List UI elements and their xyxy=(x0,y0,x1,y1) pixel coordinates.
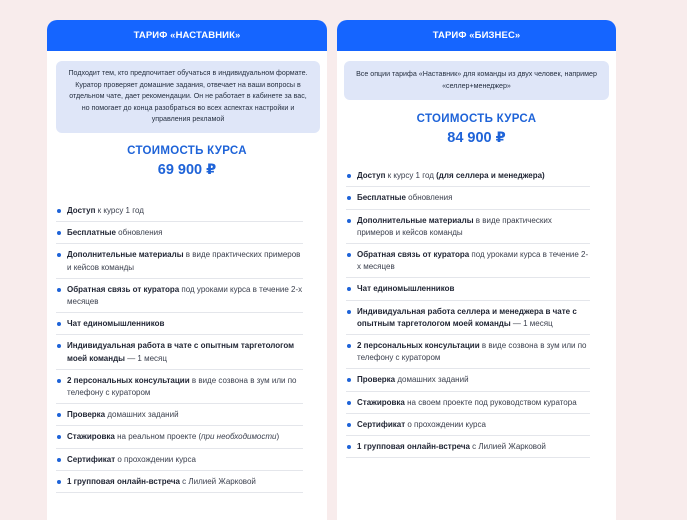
feature-text: в виде созвона в зум или по телефону с куратором xyxy=(357,341,587,363)
feature-text: к курсу 1 год xyxy=(385,171,437,181)
feature-bold-text: (для селлера и менеджера) xyxy=(436,171,545,181)
feature-item xyxy=(346,335,590,369)
feature-item xyxy=(346,187,590,209)
bullet-icon xyxy=(57,379,61,383)
feature-item xyxy=(346,392,590,414)
feature-bold-text: Стажировка xyxy=(357,397,405,407)
price-label: СТОИМОСТЬ КУРСА xyxy=(416,113,537,126)
bullet-icon xyxy=(347,174,351,178)
feature-text: к курсу 1 год xyxy=(95,205,144,215)
feature-item xyxy=(56,279,303,313)
bullet-icon xyxy=(57,253,61,257)
bullet-icon xyxy=(347,253,351,257)
bullet-icon xyxy=(57,458,61,462)
feature-bold-text: Чат единомышленников xyxy=(357,284,455,294)
price-label: СТОИМОСТЬ КУРСА xyxy=(127,144,247,157)
feature-text: в виде практических примеров и кейсов команды xyxy=(357,215,552,237)
feature-bold-text: Сертификат xyxy=(67,454,116,464)
tariff-title: ТАРИФ «БИЗНЕС» xyxy=(337,20,616,51)
feature-bold-text: Стажировка xyxy=(67,432,115,442)
feature-bold-text: Доступ xyxy=(357,171,386,181)
bullet-icon xyxy=(57,435,61,439)
feature-bold-text: 1 групповая онлайн-встреча xyxy=(67,476,180,486)
feature-text: обновления xyxy=(115,228,163,238)
bullet-icon xyxy=(347,196,351,200)
tariff-description xyxy=(344,61,609,100)
description-line: Куратор проверяет домашние задания, отвечает на ваши вопросы в отдельном чате, дает рекомендации. Он не работает в кабинете за вас, но помогает до конца разобраться во всех аспектах настройки и управления рекламой xyxy=(69,80,307,124)
feature-text: на реальном проекте ( xyxy=(114,432,202,442)
bullet-icon xyxy=(57,322,61,326)
bullet-icon xyxy=(347,219,351,223)
feature-italic-text: при необходимости xyxy=(201,432,277,442)
bullet-icon xyxy=(347,287,351,291)
bullet-icon xyxy=(57,413,61,417)
feature-item xyxy=(346,165,590,187)
feature-item xyxy=(346,414,590,436)
feature-item xyxy=(56,200,303,222)
feature-bold-text: Дополнительные материалы xyxy=(357,215,474,225)
feature-text: на своем проекте под руководством куратора xyxy=(404,397,577,407)
feature-item xyxy=(56,426,303,448)
feature-text: — 1 месяц xyxy=(124,353,167,363)
feature-item xyxy=(56,471,303,493)
feature-bold-text: Индивидуальная работа в чате с опытным таргетологом моей команды xyxy=(67,341,295,363)
feature-item xyxy=(56,222,303,244)
bullet-icon xyxy=(57,344,61,348)
feature-bold-text: Чат единомышленников xyxy=(67,319,165,329)
feature-bold-text: Проверка xyxy=(67,410,106,420)
feature-text: в виде практических примеров и кейсов команды xyxy=(67,250,301,272)
feature-text: ) xyxy=(276,432,280,442)
feature-bold-text: Проверка xyxy=(357,375,396,385)
feature-bold-text: 2 персональных консультации xyxy=(357,341,480,351)
bullet-icon xyxy=(347,378,351,382)
bullet-icon xyxy=(347,310,351,314)
description-line: Подходит тем, кто предпочитает обучаться в индивидуальном формате. xyxy=(68,69,308,77)
feature-text: с Лилией Жарковой xyxy=(469,442,546,452)
feature-item xyxy=(56,313,303,335)
bullet-icon xyxy=(347,423,351,427)
feature-list xyxy=(56,200,303,493)
bullet-icon xyxy=(57,480,61,484)
feature-item xyxy=(56,449,303,471)
feature-bold-text: Доступ xyxy=(67,205,96,215)
feature-item xyxy=(346,301,590,335)
feature-item xyxy=(346,210,590,244)
feature-text: домашних заданий xyxy=(395,375,469,385)
feature-text: в виде созвона в зум или по телефону с куратором xyxy=(67,375,297,397)
feature-item xyxy=(346,278,590,300)
feature-item xyxy=(56,335,303,369)
price-value: 69 900 ₽ xyxy=(157,161,217,178)
bullet-icon xyxy=(57,288,61,292)
feature-item xyxy=(56,404,303,426)
feature-bold-text: Сертификат xyxy=(357,419,406,429)
feature-bold-text: 2 персональных консультации xyxy=(67,375,190,385)
feature-text: о прохождении курса xyxy=(115,454,196,464)
tariff-description xyxy=(56,61,320,133)
bullet-icon xyxy=(347,401,351,405)
feature-bold-text: 1 групповая онлайн-встреча xyxy=(357,442,470,452)
feature-item xyxy=(56,244,303,278)
feature-text: домашних заданий xyxy=(105,410,179,420)
bullet-icon xyxy=(347,344,351,348)
feature-bold-text: Индивидуальная работа селлера и менеджера в чате с опытным таргетологом моей команды xyxy=(357,306,577,328)
feature-item xyxy=(346,436,590,458)
feature-text: о прохождении курса xyxy=(405,419,486,429)
bullet-icon xyxy=(347,445,351,449)
feature-text: обновления xyxy=(405,193,453,203)
bullet-icon xyxy=(57,209,61,213)
feature-item xyxy=(56,370,303,404)
feature-list xyxy=(346,165,590,458)
feature-item xyxy=(346,369,590,391)
tariff-card-nastavnik xyxy=(47,20,327,520)
feature-bold-text: Бесплатные xyxy=(67,228,116,238)
feature-item xyxy=(346,244,590,278)
feature-bold-text: Дополнительные материалы xyxy=(67,250,184,260)
feature-bold-text: Обратная связь от куратора xyxy=(67,284,180,294)
feature-text: — 1 месяц xyxy=(510,318,553,328)
bullet-icon xyxy=(57,231,61,235)
tariff-card-biznes xyxy=(337,20,616,520)
feature-bold-text: Обратная связь от куратора xyxy=(357,250,470,259)
price-value: 84 900 ₽ xyxy=(447,130,506,147)
feature-text: под уроками курса в течение 2-х месяцев xyxy=(67,284,303,306)
feature-text: под уроками курса в течение 2-х месяцев xyxy=(357,250,589,272)
description-line: Все опции тарифа «Наставник» для команды из двух человек, например «селлер+менеджер» xyxy=(356,70,597,90)
feature-text: с Лилией Жарковой xyxy=(179,476,256,486)
tariff-title: ТАРИФ «НАСТАВНИК» xyxy=(47,20,327,51)
feature-bold-text: Бесплатные xyxy=(357,193,406,203)
